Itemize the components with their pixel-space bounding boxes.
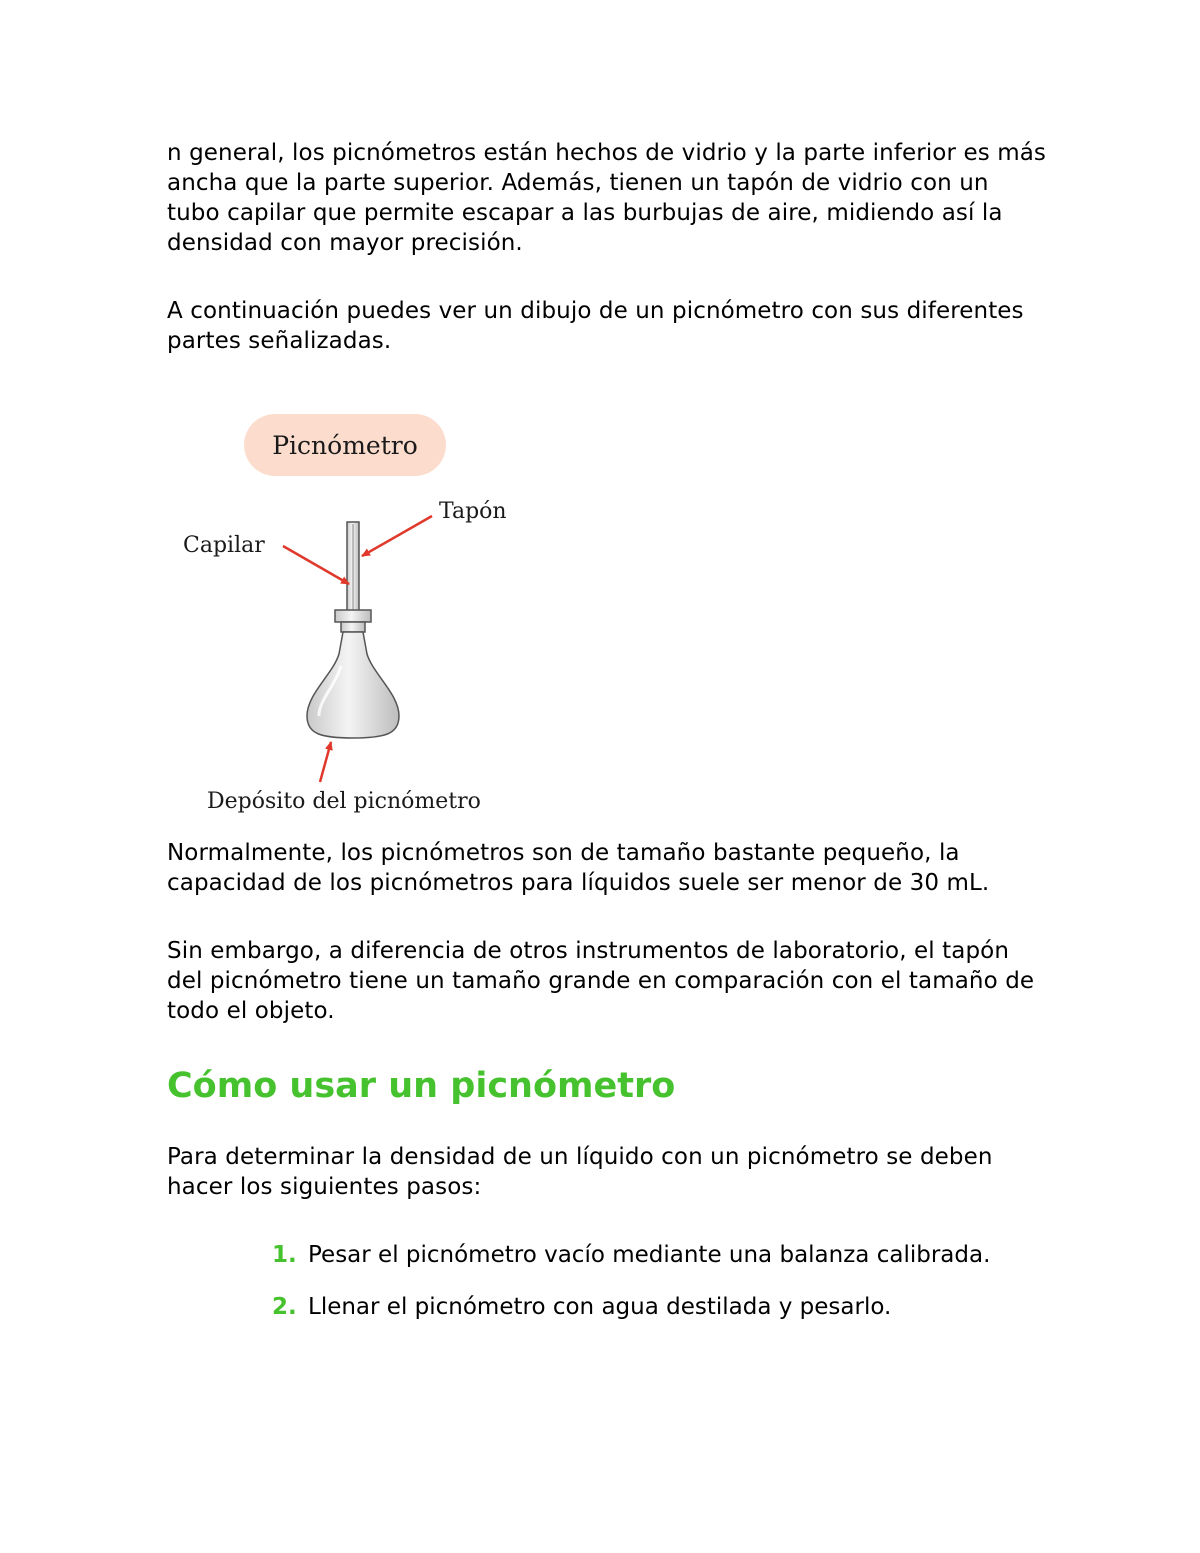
stopper xyxy=(335,610,371,622)
paragraph-steps-intro: Para determinar la densidad de un líquido con un picnómetro se deben hacer los siguientes pasos: xyxy=(167,1144,993,1200)
document-page xyxy=(167,138,1047,1344)
arrow-capilar xyxy=(283,546,349,584)
step-text: Llenar el picnómetro con agua destilada y pesarlo. xyxy=(308,1294,892,1320)
arrow-deposito xyxy=(320,742,331,782)
section-heading: Cómo usar un picnómetro xyxy=(167,1066,676,1106)
label-capilar: Capilar xyxy=(183,533,265,558)
pycnometer-diagram xyxy=(177,404,537,824)
label-tapon: Tapón xyxy=(439,499,507,524)
arrow-tapon xyxy=(362,516,432,556)
flask-body xyxy=(307,632,399,738)
paragraph-size: Normalmente, los picnómetros son de tamaño bastante pequeño, la capacidad de los picnómetros para líquidos suele ser menor de 30 mL. xyxy=(167,840,990,896)
step-number: 2. xyxy=(272,1294,297,1320)
step-text: Pesar el picnómetro vacío mediante una balanza calibrada. xyxy=(308,1242,991,1268)
step-number: 1. xyxy=(272,1242,297,1268)
paragraph-figure-intro: A continuación puedes ver un dibujo de un picnómetro con sus diferentes partes señalizadas. xyxy=(167,298,1024,354)
steps-list xyxy=(167,1240,1047,1322)
paragraph-stopper: Sin embargo, a diferencia de otros instrumentos de laboratorio, el tapón del picnómetro tiene un tamaño grande en comparación con el tamaño de todo el objeto. xyxy=(167,938,1035,1024)
pycnometer-figure xyxy=(177,404,537,824)
label-deposito: Depósito del picnómetro xyxy=(207,789,481,814)
figure-title: Picnómetro xyxy=(272,431,418,460)
list-item xyxy=(272,1240,1047,1270)
list-item xyxy=(272,1292,1047,1322)
paragraph-intro: n general, los picnómetros están hechos de vidrio y la parte inferior es más ancha que la parte superior. Además, tienen un tapón de vidrio con un tubo capilar que permite escapar a las burbujas de aire, midiendo así la densidad con mayor precisión. xyxy=(167,140,1046,256)
